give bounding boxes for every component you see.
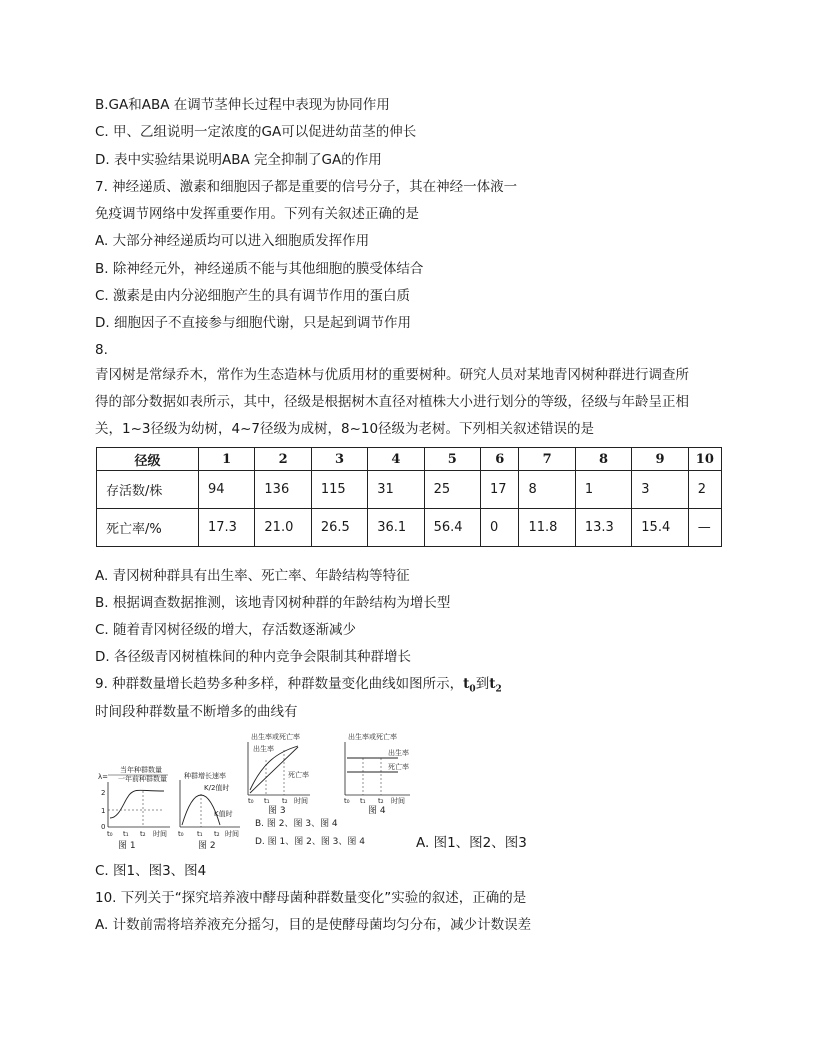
fig4-t1: t₁ bbox=[360, 797, 366, 805]
curve-diagrams bbox=[98, 730, 418, 850]
q8-option-d: D. 各径级青冈树植株间的种内竞争会限制其种群增长 bbox=[95, 649, 411, 665]
fig2-t1: t₁ bbox=[197, 830, 203, 838]
table-cell: 3 bbox=[632, 471, 688, 509]
q9-option-a: A. 图1、图2、图3 bbox=[416, 835, 527, 851]
table-cell: 17.3 bbox=[199, 509, 255, 547]
fig3-ylabel: 出生率或死亡率 bbox=[251, 733, 300, 741]
table-cell: 136 bbox=[255, 471, 311, 509]
figure-1 bbox=[98, 765, 170, 850]
table-cell: 17 bbox=[481, 471, 519, 509]
q9-stem-line1 bbox=[95, 674, 502, 700]
table-cell: 115 bbox=[311, 471, 367, 509]
fig4-time: 时间 bbox=[391, 797, 405, 805]
q7-option-b: B. 除神经元外，神经递质不能与其他细胞的膜受体结合 bbox=[95, 261, 424, 277]
fig1-time: 时间 bbox=[153, 830, 167, 838]
fig1-ylabel-den: 一年前种群数量 bbox=[118, 775, 167, 783]
table-cell: 0 bbox=[481, 509, 519, 547]
table-cell: 36.1 bbox=[368, 509, 424, 547]
grade-cell: 4 bbox=[368, 448, 424, 471]
table-cell: 13.3 bbox=[575, 509, 631, 547]
figure-3 bbox=[248, 732, 310, 816]
table-cell: 15.4 bbox=[632, 509, 688, 547]
q9-figure bbox=[98, 730, 418, 850]
table-cell: 21.0 bbox=[255, 509, 311, 547]
t0-subscript: 0 bbox=[469, 684, 476, 695]
table-row-mortality bbox=[97, 509, 722, 547]
grade-cell: 10 bbox=[688, 448, 721, 471]
fig1-tick-0: 0 bbox=[101, 823, 106, 831]
table-cell: 2 bbox=[688, 471, 721, 509]
q10-stem: 10. 下列关于“探究培养液中酵母菌种群数量变化”实验的叙述，正确的是 bbox=[95, 890, 527, 906]
fig3-death-line bbox=[250, 747, 298, 793]
table-cell: 56.4 bbox=[424, 509, 480, 547]
grade-cell: 2 bbox=[255, 448, 311, 471]
fig2-k: K值时 bbox=[214, 810, 233, 818]
fig4-ylabel: 出生率或死亡率 bbox=[348, 733, 397, 741]
fig3-birth-label: 出生率 bbox=[253, 745, 274, 753]
grade-cell: 9 bbox=[632, 448, 688, 471]
fig4-death-label: 死亡率 bbox=[388, 763, 409, 771]
fig3-time: 时间 bbox=[294, 797, 308, 805]
table-cell: 94 bbox=[199, 471, 255, 509]
fig4-birth-label: 出生率 bbox=[388, 749, 409, 757]
t2-subscript: 2 bbox=[495, 684, 502, 695]
fig1-curve bbox=[110, 790, 164, 818]
fig1-t2: t₂ bbox=[140, 830, 146, 838]
q8-stem-line3: 关，1~3径级为幼树，4~7径级为成树，8~10径级为老树。下列相关叙述错误的是 bbox=[95, 421, 595, 437]
fig2-t0: t₀ bbox=[178, 830, 184, 838]
t2-symbol: t bbox=[489, 676, 496, 692]
figure-2 bbox=[178, 771, 240, 850]
figure-4 bbox=[344, 732, 410, 816]
row-label: 死亡率/% bbox=[97, 509, 199, 547]
q8-option-a: A. 青冈树种群具有出生率、死亡率、年龄结构等特征 bbox=[95, 568, 410, 584]
grade-cell: 5 bbox=[424, 448, 480, 471]
q7-stem-line2: 免疫调节网络中发挥重要作用。下列有关叙述正确的是 bbox=[95, 206, 419, 222]
grade-cell: 3 bbox=[311, 448, 367, 471]
fig1-lambda: λ= bbox=[98, 773, 109, 781]
fig3-death-label: 死亡率 bbox=[288, 771, 309, 779]
to-word: 到 bbox=[475, 676, 490, 692]
table-cell: 26.5 bbox=[311, 509, 367, 547]
fig2-k2: K/2值时 bbox=[204, 784, 230, 792]
q9-inline-option-d: D. 图 1、图 2、图 3、图 4 bbox=[255, 837, 365, 847]
fig3-caption: 图 3 bbox=[268, 806, 286, 816]
q6-option-d: D. 表中实验结果说明ABA 完全抑制了GA的作用 bbox=[95, 152, 382, 168]
table-cell: — bbox=[688, 509, 721, 547]
table-cell: 31 bbox=[368, 471, 424, 509]
q6-option-c: C. 甲、乙组说明一定浓度的GA可以促进幼苗茎的伸长 bbox=[95, 124, 417, 140]
q9-stem-line2: 时间段种群数量不断增多的曲线有 bbox=[95, 704, 298, 720]
table-cell: 8 bbox=[519, 471, 575, 509]
grade-cell: 6 bbox=[481, 448, 519, 471]
table-cell: 11.8 bbox=[519, 509, 575, 547]
table-cell: 25 bbox=[424, 471, 480, 509]
q8-option-b: B. 根据调查数据推测，该地青冈树种群的年龄结构为增长型 bbox=[95, 595, 451, 611]
q9-stem-text: 9. 种群数量增长趋势多种多样，种群数量变化曲线如图所示， bbox=[95, 676, 464, 692]
row-label: 存活数/株 bbox=[97, 471, 199, 509]
q8-stem-line2: 得的部分数据如表所示，其中，径级是根据树木直径对植株大小进行划分的等级，径级与年龄呈正相 bbox=[95, 394, 689, 410]
fig1-caption: 图 1 bbox=[118, 841, 136, 850]
t0-symbol: t bbox=[463, 676, 470, 692]
fig2-ylabel: 种群增长速率 bbox=[184, 772, 226, 780]
table-header-row bbox=[97, 448, 722, 471]
q8-data-table bbox=[96, 447, 722, 547]
q7-stem-line1: 7. 神经递质、激素和细胞因子都是重要的信号分子，其在神经一体液一 bbox=[95, 179, 518, 195]
fig1-t0: t₀ bbox=[107, 830, 113, 838]
table-cell: 1 bbox=[575, 471, 631, 509]
fig4-t0: t₀ bbox=[344, 797, 350, 805]
fig4-caption: 图 4 bbox=[368, 806, 386, 816]
grade-cell: 7 bbox=[519, 448, 575, 471]
fig2-t2: t₂ bbox=[214, 830, 220, 838]
grade-cell: 8 bbox=[575, 448, 631, 471]
fig1-tick-1: 1 bbox=[101, 807, 106, 815]
q7-option-a: A. 大部分神经递质均可以进入细胞质发挥作用 bbox=[95, 233, 370, 249]
fig1-ylabel-num: 当年种群数量 bbox=[120, 766, 162, 774]
fig2-time: 时间 bbox=[225, 830, 239, 838]
q9-option-c: C. 图1、图3、图4 bbox=[95, 863, 207, 879]
fig3-t1: t₁ bbox=[264, 797, 270, 805]
header-label: 径级 bbox=[97, 448, 199, 471]
q6-option-b: B.GA和ABA 在调节茎伸长过程中表现为协同作用 bbox=[95, 97, 390, 113]
grade-cell: 1 bbox=[199, 448, 255, 471]
table-row-survivors bbox=[97, 471, 722, 509]
q8-stem-line1: 青冈树是常绿乔木，常作为生态造林与优质用材的重要树种。研究人员对某地青冈树种群进行调查所 bbox=[95, 367, 689, 383]
q10-option-a: A. 计数前需将培养液充分摇匀，目的是使酵母菌均匀分布，减少计数误差 bbox=[95, 917, 532, 933]
fig2-caption: 图 2 bbox=[198, 841, 216, 850]
q9-inline-option-b: B. 图 2、图 3、图 4 bbox=[255, 819, 338, 829]
q8-option-c: C. 随着青冈树径级的增大，存活数逐渐减少 bbox=[95, 622, 357, 638]
fig3-t2: t₂ bbox=[282, 797, 288, 805]
fig4-t2: t₂ bbox=[378, 797, 384, 805]
q7-option-c: C. 激素是由内分泌细胞产生的具有调节作用的蛋白质 bbox=[95, 288, 411, 304]
fig1-tick-2: 2 bbox=[101, 789, 106, 797]
q8-number: 8. bbox=[95, 342, 108, 358]
fig1-t1: t₁ bbox=[123, 830, 129, 838]
q7-option-d: D. 细胞因子不直接参与细胞代谢，只是起到调节作用 bbox=[95, 315, 411, 331]
fig3-t0: t₀ bbox=[248, 797, 254, 805]
